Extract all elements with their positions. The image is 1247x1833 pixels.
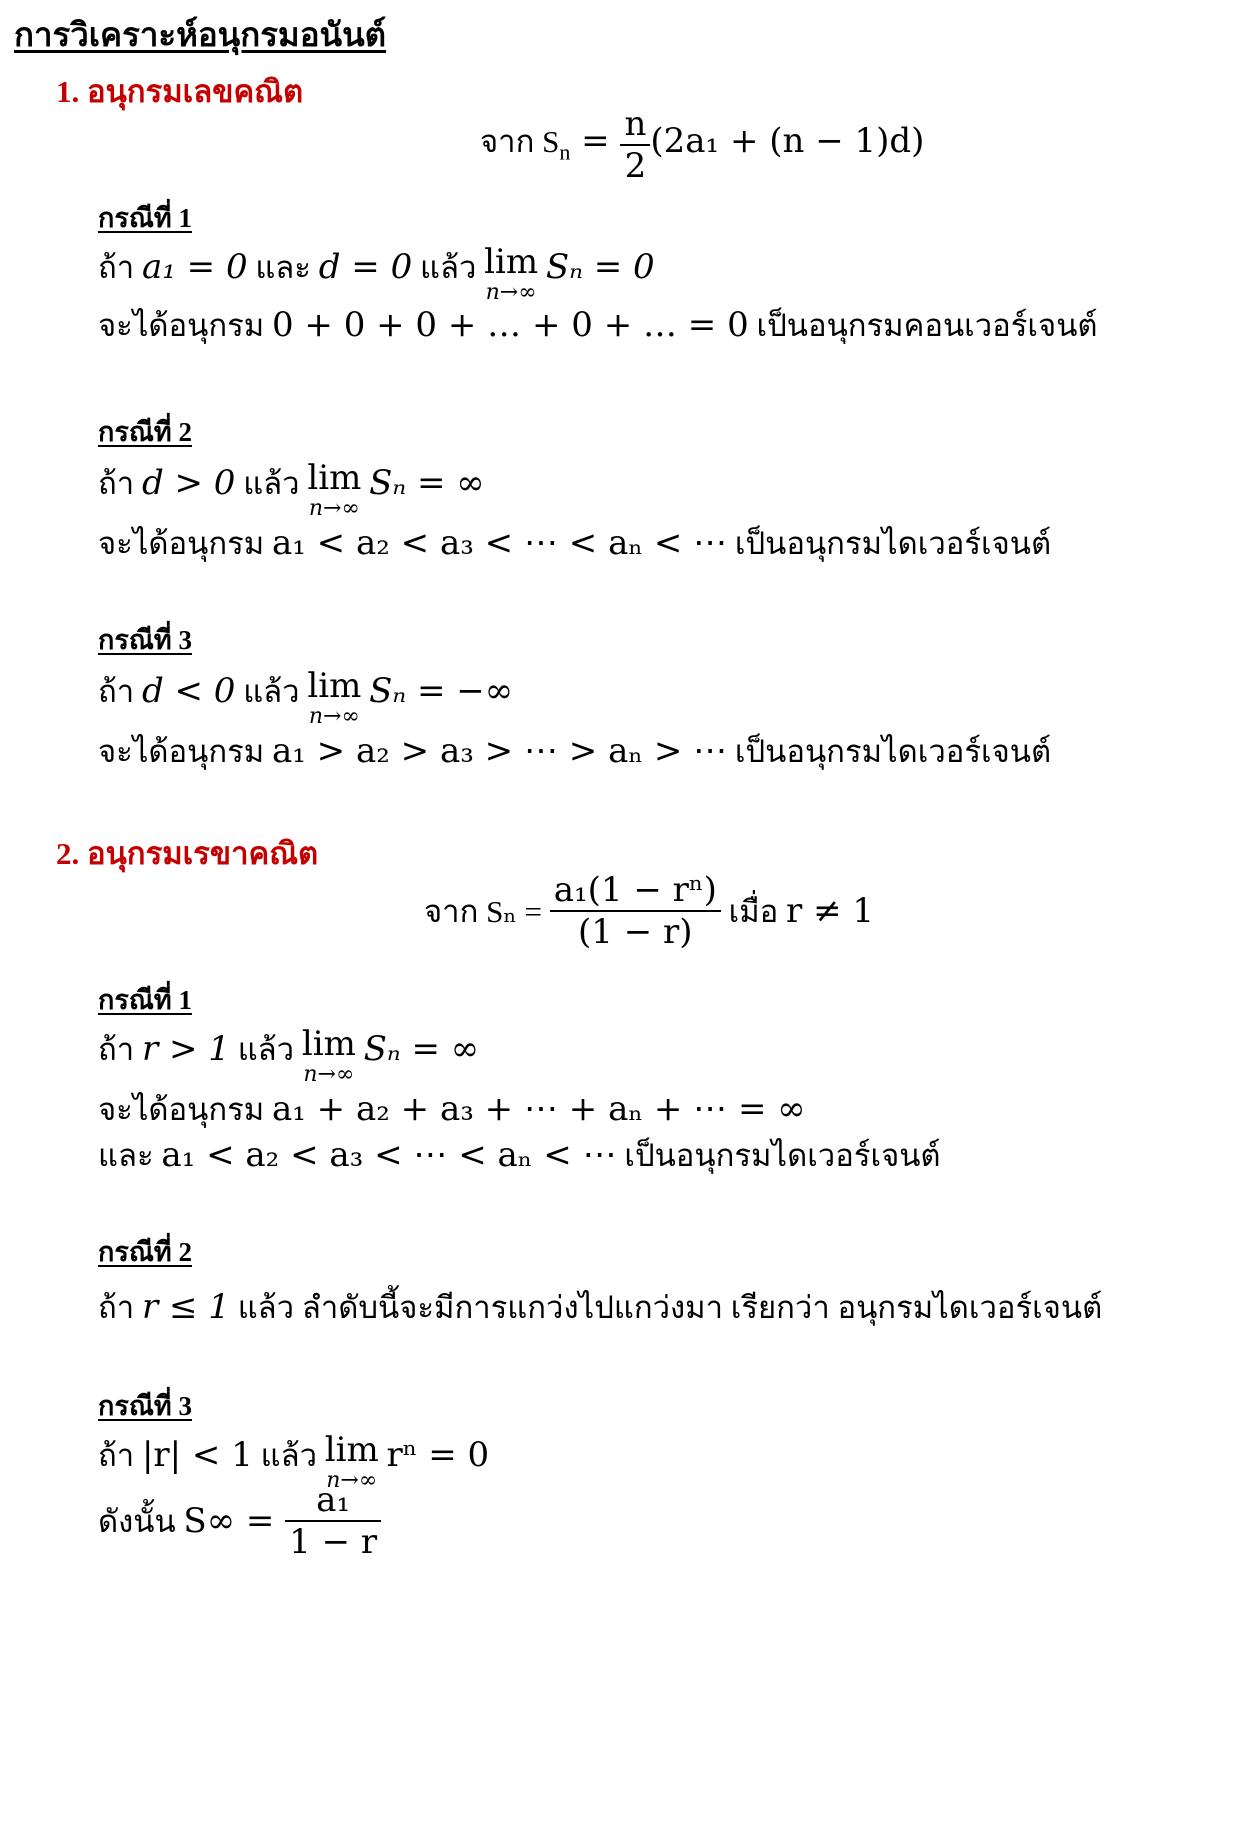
- case-title: กรณีที่ 1: [98, 203, 192, 233]
- case-title: กรณีที่ 1: [98, 985, 192, 1015]
- text-when: เมื่อ: [728, 894, 779, 929]
- text-oscillating: แล้ว ลำดับนี้จะมีการแกว่งไปแกว่งมา เรียกว่า อนุกรมไดเวอร์เจนต์: [237, 1290, 1103, 1325]
- lim-text: lim: [307, 458, 362, 498]
- text-if: ถ้า: [98, 1032, 135, 1067]
- formula-prefix: จาก S: [480, 124, 560, 160]
- math-condition: r ≠ 1: [786, 891, 875, 931]
- text-then: แล้ว: [260, 1438, 317, 1473]
- lim-text: lim: [307, 666, 362, 706]
- math-series: a₁ > a₂ > a₃ > ⋯ > aₙ > ⋯: [271, 731, 728, 771]
- text-and: และ: [98, 1138, 154, 1173]
- math-limit-result: Sₙ = ∞: [363, 1029, 480, 1069]
- formula-fraction: [620, 104, 650, 186]
- fraction-denominator: 1 − r: [289, 1522, 378, 1562]
- page-title: การวิเคราะห์อนุกรมอนันต์: [14, 18, 387, 54]
- arithmetic-sum-formula: [480, 104, 924, 186]
- text-and: และ: [255, 250, 311, 285]
- formula-tail: (2a₁ + (n − 1)d): [650, 121, 925, 162]
- case-title: กรณีที่ 3: [98, 1391, 192, 1421]
- case-title: กรณีที่ 2: [98, 417, 192, 447]
- lim-subscript: n→∞: [326, 1468, 378, 1493]
- series-result-line: [98, 726, 1051, 776]
- text-divergent: เป็นอนุกรมไดเวอร์เจนต์: [734, 734, 1052, 769]
- case-condition-line: [98, 1282, 1102, 1332]
- math-limit-result: rⁿ = 0: [386, 1435, 490, 1475]
- limit-operator: [307, 666, 361, 728]
- formula-prefix: จาก Sₙ =: [424, 894, 550, 929]
- series-result-line: [98, 1084, 806, 1134]
- math-condition: r > 1: [141, 1029, 230, 1069]
- case-condition-line: [98, 666, 513, 728]
- section-heading-geometric: 2. อนุกรมเรขาคณิต: [56, 836, 319, 871]
- text-divergent: เป็นอนุกรมไดเวอร์เจนต์: [734, 526, 1052, 561]
- math-a1: a₁ = 0: [141, 247, 248, 287]
- fraction-denominator: 2: [624, 146, 647, 186]
- section-heading-arithmetic: 1. อนุกรมเลขคณิต: [56, 74, 304, 109]
- text-then: แล้ว: [243, 466, 300, 501]
- text-then: แล้ว: [243, 674, 300, 709]
- text-if: ถ้า: [98, 1290, 135, 1325]
- fraction-denominator: (1 − r): [578, 912, 693, 952]
- series-order-line: [98, 1130, 941, 1180]
- formula-equals: =: [570, 121, 621, 162]
- text-if: ถ้า: [98, 1438, 135, 1473]
- fraction-numerator: n: [620, 104, 650, 146]
- text-divergent: เป็นอนุกรมไดเวอร์เจนต์: [624, 1138, 941, 1173]
- fraction-numerator: a₁(1 − rⁿ): [550, 870, 721, 912]
- math-s-infinity: S∞ =: [183, 1501, 286, 1541]
- infinite-sum-line: [98, 1480, 381, 1562]
- math-condition: |r| < 1: [141, 1435, 253, 1475]
- math-d: d = 0: [318, 247, 413, 287]
- math-limit-result: Sₙ = 0: [545, 247, 655, 287]
- case-title: กรณีที่ 3: [98, 625, 192, 655]
- text-if: ถ้า: [98, 466, 135, 501]
- lim-subscript: n→∞: [485, 280, 537, 305]
- math-condition: r ≤ 1: [141, 1287, 230, 1327]
- text-if: ถ้า: [98, 250, 135, 285]
- math-series: 0 + 0 + 0 + … + 0 + … = 0: [271, 305, 749, 345]
- series-result-line: [98, 300, 1098, 350]
- geometric-sum-formula: [424, 870, 874, 952]
- text-series: จะได้อนุกรม: [98, 734, 265, 769]
- math-limit-result: Sₙ = ∞: [369, 463, 485, 503]
- text-series: จะได้อนุกรม: [98, 526, 265, 561]
- text-then: แล้ว: [419, 250, 477, 285]
- fraction-numerator: a₁: [285, 1480, 381, 1522]
- text-then: แล้ว: [237, 1032, 295, 1067]
- lim-text: lim: [484, 242, 539, 282]
- math-series: a₁ + a₂ + a₃ + ⋯ + aₙ + ⋯ = ∞: [271, 1089, 806, 1129]
- limit-operator: [307, 458, 361, 520]
- math-order: a₁ < a₂ < a₃ < ⋯ < aₙ < ⋯: [161, 1135, 617, 1175]
- text-if: ถ้า: [98, 674, 135, 709]
- text-therefore: ดังนั้น: [98, 1504, 176, 1539]
- math-condition: d > 0: [141, 463, 236, 503]
- math-limit-result: Sₙ = −∞: [369, 671, 514, 711]
- lim-subscript: n→∞: [308, 704, 360, 729]
- lim-text: lim: [324, 1430, 379, 1470]
- text-convergent: เป็นอนุกรมคอนเวอร์เจนต์: [756, 308, 1098, 343]
- text-series: จะได้อนุกรม: [98, 1092, 265, 1127]
- lim-subscript: n→∞: [308, 496, 360, 521]
- formula-fraction: [550, 870, 721, 952]
- series-result-line: [98, 518, 1051, 568]
- limit-operator: [484, 242, 538, 304]
- case-condition-line: [98, 1024, 479, 1086]
- formula-fraction: [285, 1480, 381, 1562]
- math-condition: d < 0: [141, 671, 236, 711]
- math-series: a₁ < a₂ < a₃ < ⋯ < aₙ < ⋯: [271, 523, 728, 563]
- formula-subscript: n: [559, 139, 571, 165]
- limit-operator: [302, 1024, 356, 1086]
- case-condition-line: [98, 242, 655, 304]
- case-title: กรณีที่ 2: [98, 1237, 192, 1267]
- lim-text: lim: [301, 1024, 356, 1064]
- text-series: จะได้อนุกรม: [98, 308, 265, 343]
- lim-subscript: n→∞: [303, 1062, 355, 1087]
- case-condition-line: [98, 458, 485, 520]
